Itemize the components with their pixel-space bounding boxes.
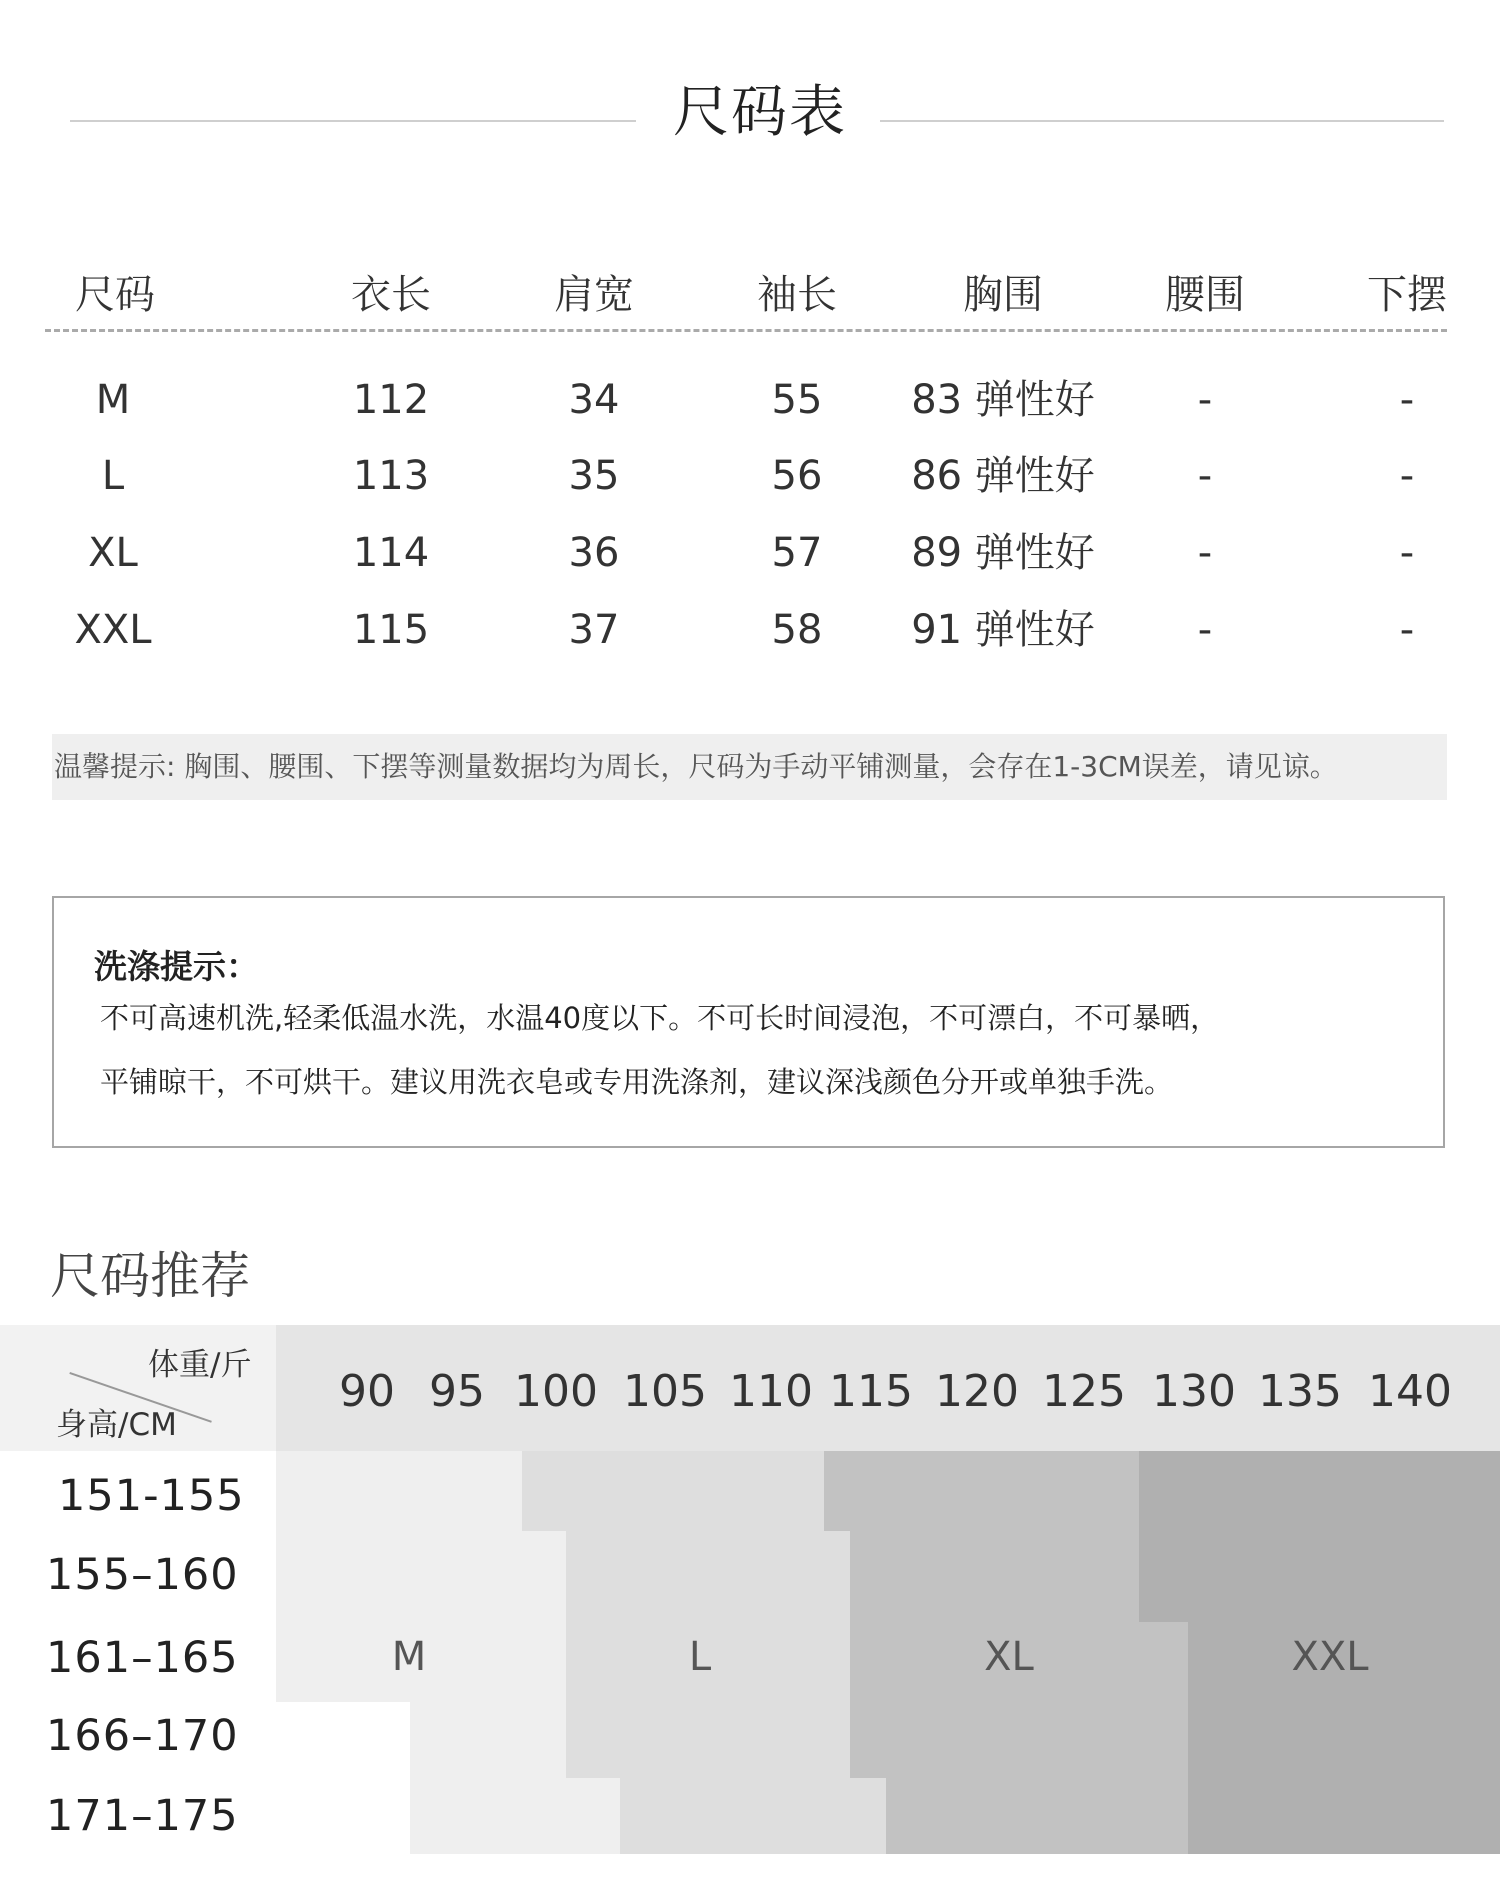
sleeve-cell: 58 xyxy=(771,607,823,653)
size-cell: M xyxy=(95,377,131,423)
chest-cell: 91 弹性好 xyxy=(911,607,1095,653)
shoulder-cell: 36 xyxy=(568,530,620,576)
height-label: 161–165 xyxy=(46,1633,239,1683)
length-cell: 115 xyxy=(352,607,430,653)
zone-xxl xyxy=(1139,1451,1500,1622)
sleeve-cell: 56 xyxy=(771,453,823,499)
weight-label: 120 xyxy=(935,1366,1019,1417)
weight-label: 115 xyxy=(829,1366,913,1417)
hem-cell: - xyxy=(1399,453,1415,499)
hem-cell: - xyxy=(1399,607,1415,653)
waist-cell: - xyxy=(1197,453,1213,499)
weight-label: 110 xyxy=(729,1366,813,1417)
zone-xl xyxy=(850,1702,1188,1778)
title-line-left xyxy=(70,120,636,122)
corner-height-label: 身高/CM xyxy=(56,1407,177,1443)
weight-label: 125 xyxy=(1042,1366,1126,1417)
waist-cell: - xyxy=(1197,530,1213,576)
page-title: 尺码表 xyxy=(673,80,847,145)
weight-label: 105 xyxy=(623,1366,707,1417)
recommend-title: 尺码推荐 xyxy=(50,1247,250,1305)
waist-cell: - xyxy=(1197,377,1213,423)
zone-l xyxy=(522,1451,824,1531)
sleeve-cell: 55 xyxy=(771,377,823,423)
shoulder-cell: 37 xyxy=(568,607,620,653)
hem-cell: - xyxy=(1399,530,1415,576)
zone-label-xl: XL xyxy=(984,1634,1034,1680)
weight-label: 135 xyxy=(1258,1366,1342,1417)
shoulder-cell: 34 xyxy=(568,377,620,423)
chest-cell: 83 弹性好 xyxy=(911,377,1095,423)
corner-weight-label: 体重/斤 xyxy=(148,1347,252,1383)
waist-cell: - xyxy=(1197,607,1213,653)
weight-label: 140 xyxy=(1368,1366,1452,1417)
wash-line: 不可高速机洗,轻柔低温水洗，水温40度以下。不可长时间浸泡，不可漂白，不可暴晒， xyxy=(100,1001,1220,1035)
sleeve-cell: 57 xyxy=(771,530,823,576)
header-length: 衣长 xyxy=(351,272,431,318)
table-divider xyxy=(45,329,1447,332)
height-label: 151-155 xyxy=(58,1471,245,1521)
wash-title: 洗涤提示： xyxy=(94,947,259,986)
shoulder-cell: 35 xyxy=(568,453,620,499)
length-cell: 112 xyxy=(352,377,430,423)
header-size: 尺码 xyxy=(75,272,155,318)
height-label: 171–175 xyxy=(46,1791,239,1841)
header-sleeve: 袖长 xyxy=(757,272,837,318)
header-waist: 腰围 xyxy=(1165,272,1245,318)
hem-cell: - xyxy=(1399,377,1415,423)
chest-cell: 86 弹性好 xyxy=(911,453,1095,499)
zone-label-l: L xyxy=(688,1634,712,1680)
measurement-tip xyxy=(52,734,1447,800)
zone-xl xyxy=(824,1451,1139,1531)
zone-xl xyxy=(850,1531,1139,1622)
size-cell: XXL xyxy=(74,607,152,653)
length-cell: 113 xyxy=(352,453,430,499)
zone-label-xxl: XXL xyxy=(1291,1634,1369,1680)
header-chest: 胸围 xyxy=(963,272,1043,318)
weight-label: 95 xyxy=(429,1366,485,1417)
wash-line: 平铺晾干，不可烘干。建议用洗衣皂或专用洗涤剂，建议深浅颜色分开或单独手洗。 xyxy=(100,1065,1174,1099)
zone-label-m: M xyxy=(391,1634,427,1680)
weight-label: 130 xyxy=(1152,1366,1236,1417)
title-line-right xyxy=(880,120,1444,122)
zone-l xyxy=(566,1702,886,1778)
length-cell: 114 xyxy=(352,530,430,576)
weight-label: 100 xyxy=(514,1366,598,1417)
header-hem: 下摆 xyxy=(1367,272,1447,318)
zone-l xyxy=(620,1778,886,1854)
wash-instructions-box xyxy=(52,896,1445,1148)
zone-xl xyxy=(886,1778,1188,1854)
size-cell: XL xyxy=(88,530,138,576)
measurement-tip-text: 温馨提示: 胸围、腰围、下摆等测量数据均为周长，尺码为手动平铺测量，会存在1-3CM误差，请见谅。 xyxy=(54,750,1338,783)
size-cell: L xyxy=(101,453,125,499)
height-label: 155–160 xyxy=(46,1550,239,1600)
header-shoulder: 肩宽 xyxy=(554,272,634,318)
height-label: 166–170 xyxy=(46,1711,239,1761)
zone-m xyxy=(276,1451,522,1531)
chest-cell: 89 弹性好 xyxy=(911,530,1095,576)
weight-label: 90 xyxy=(339,1366,395,1417)
